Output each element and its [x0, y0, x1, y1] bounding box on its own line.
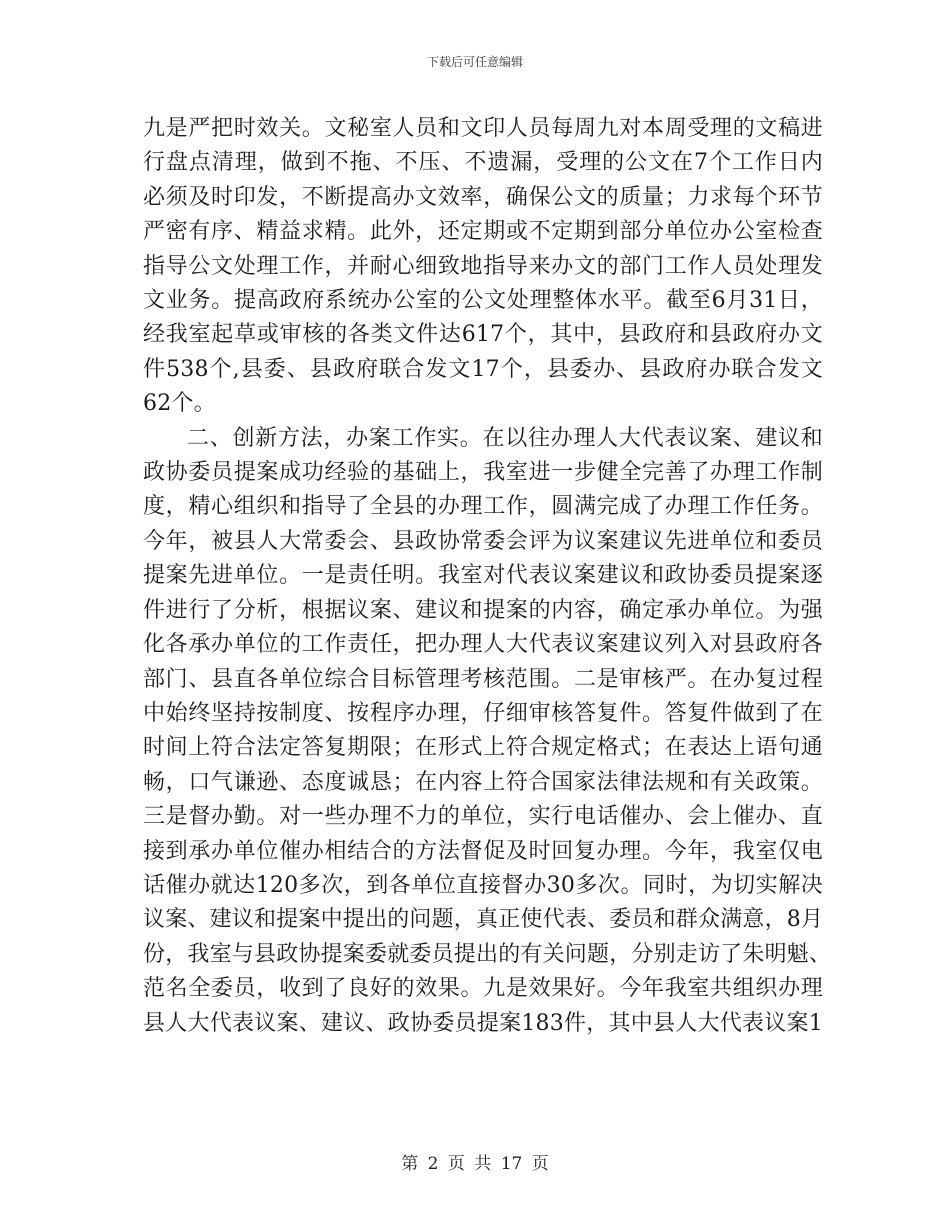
body-line: 62个。 [143, 391, 216, 417]
body-line: 行盘点清理，做到不拖、不压、不遗漏，受理的公文在7个工作日内 [143, 150, 823, 176]
body-line: 话催办就达120多次，到各单位直接督办30多次。同时，为切实解决 [143, 872, 823, 898]
body-line: 件538个,县委、县政府联合发文17个，县委办、县政府办联合发文 [143, 356, 823, 382]
header-note: 下载后可任意编辑 [426, 55, 523, 69]
body-line: 件进行了分析，根据议案、建议和提案的内容，确定承办单位。为强 [143, 597, 823, 623]
body-line: 部门、县直各单位综合目标管理考核范围。二是审核严。在办复过程 [143, 666, 823, 692]
body-line: 提案先进单位。一是责任明。我室对代表议案建议和政协委员提案逐 [143, 563, 823, 589]
paragraph-start-line: 二、创新方法，办案工作实。在以往办理人大代表议案、建议和 [187, 425, 823, 451]
body-line: 份，我室与县政协提案委就委员提出的有关问题，分别走访了朱明魁、 [143, 941, 832, 967]
body-line: 度，精心组织和指导了全县的办理工作，圆满完成了办理工作任务。 [143, 494, 823, 520]
body-line: 经我室起草或审核的各类文件达617个，其中，县政府和县政府办文 [143, 322, 823, 348]
body-line: 中始终坚持按制度、按程序办理，仔细审核答复件。答复件做到了在 [143, 700, 823, 726]
page-number-footer: 第 2 页 共 17 页 [401, 1154, 549, 1174]
body-line: 三是督办勤。对一些办理不力的单位，实行电话催办、会上催办、直 [143, 804, 823, 830]
body-line: 范名全委员，收到了良好的效果。九是效果好。今年我室共组织办理 [143, 976, 823, 1002]
body-line: 严密有序、精益求精。此外，还定期或不定期到部分单位办公室检查 [143, 219, 823, 245]
body-line: 时间上符合法定答复期限；在形式上符合规定格式；在表达上语句通 [143, 735, 823, 761]
body-line: 议案、建议和提案中提出的问题，真正使代表、委员和群众满意，8月 [143, 907, 824, 933]
body-line: 今年，被县人大常委会、县政协常委会评为议案建议先进单位和委员 [143, 528, 823, 554]
body-line: 接到承办单位催办相结合的方法督促及时回复办理。今年，我室仅电 [143, 838, 823, 864]
body-line: 文业务。提高政府系统办公室的公文处理整体水平。截至6月31日， [143, 288, 823, 314]
body-line: 县人大代表议案、建议、政协委员提案183件，其中县人大代表议案1 [143, 1010, 823, 1036]
body-line: 指导公文处理工作，并耐心细致地指导来办文的部门工作人员处理发 [143, 253, 823, 279]
body-line: 政协委员提案成功经验的基础上，我室进一步健全完善了办理工作制 [143, 460, 823, 486]
body-line: 畅，口气谦逊、态度诚恳；在内容上符合国家法律法规和有关政策。 [143, 769, 823, 795]
body-line: 九是严把时效关。文秘室人员和文印人员每周九对本周受理的文稿进 [143, 116, 823, 141]
body-line: 必须及时印发，不断提高办文效率，确保公文的质量；力求每个环节 [143, 184, 823, 210]
body-line: 化各承办单位的工作责任，把办理人大代表议案建议列入对县政府各 [143, 632, 823, 658]
body-text [143, 112, 832, 1041]
